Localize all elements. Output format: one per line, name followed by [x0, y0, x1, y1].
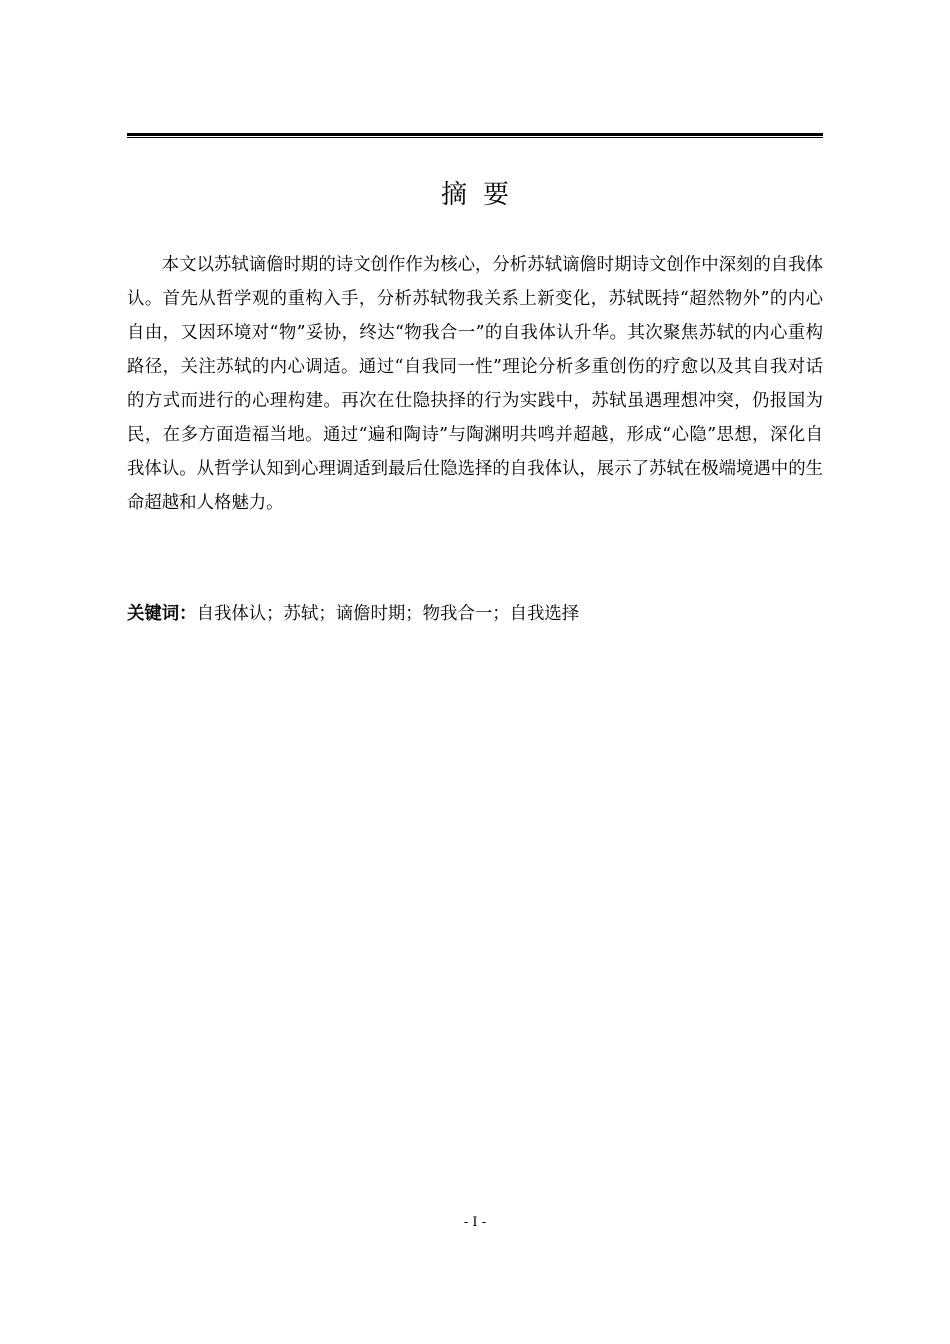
page-number: - I - [463, 1215, 487, 1230]
header-rule-thin-line [127, 137, 823, 138]
keywords-line [127, 599, 823, 629]
keywords-value: 自我体认；苏轼；谪儋时期；物我合一；自我选择 [196, 604, 580, 624]
header-rule-thick-line [127, 133, 823, 136]
abstract-paragraph: 本文以苏轼谪儋时期的诗文创作作为核心，分析苏轼谪儋时期诗文创作中深刻的自我体认。首先从哲学观的重构入手，分析苏轼物我关系上新变化，苏轼既持“超然物外”的内心自由，又因环境对“物”妥协，终达“物我合一”的自我体认升华。其次聚焦苏轼的内心重构路径，关注苏轼的内心调适。通过“自我同一性”理论分析多重创伤的疗愈以及其自我对话的方式而进行的心理构建。再次在仕隐抉择的行为实践中，苏轼虽遇理想冲突，仍报国为民，在多方面造福当地。通过“遍和陶诗”与陶渊明共鸣并超越，形成“心隐”思想，深化自我体认。从哲学认知到心理调适到最后仕隐选择的自我体认，展示了苏轼在极端境遇中的生命超越和人格魅力。 [127, 255, 823, 513]
keywords-label: 关键词： [127, 604, 197, 624]
page-title: 摘要 [440, 180, 525, 210]
header-rule [127, 133, 823, 139]
